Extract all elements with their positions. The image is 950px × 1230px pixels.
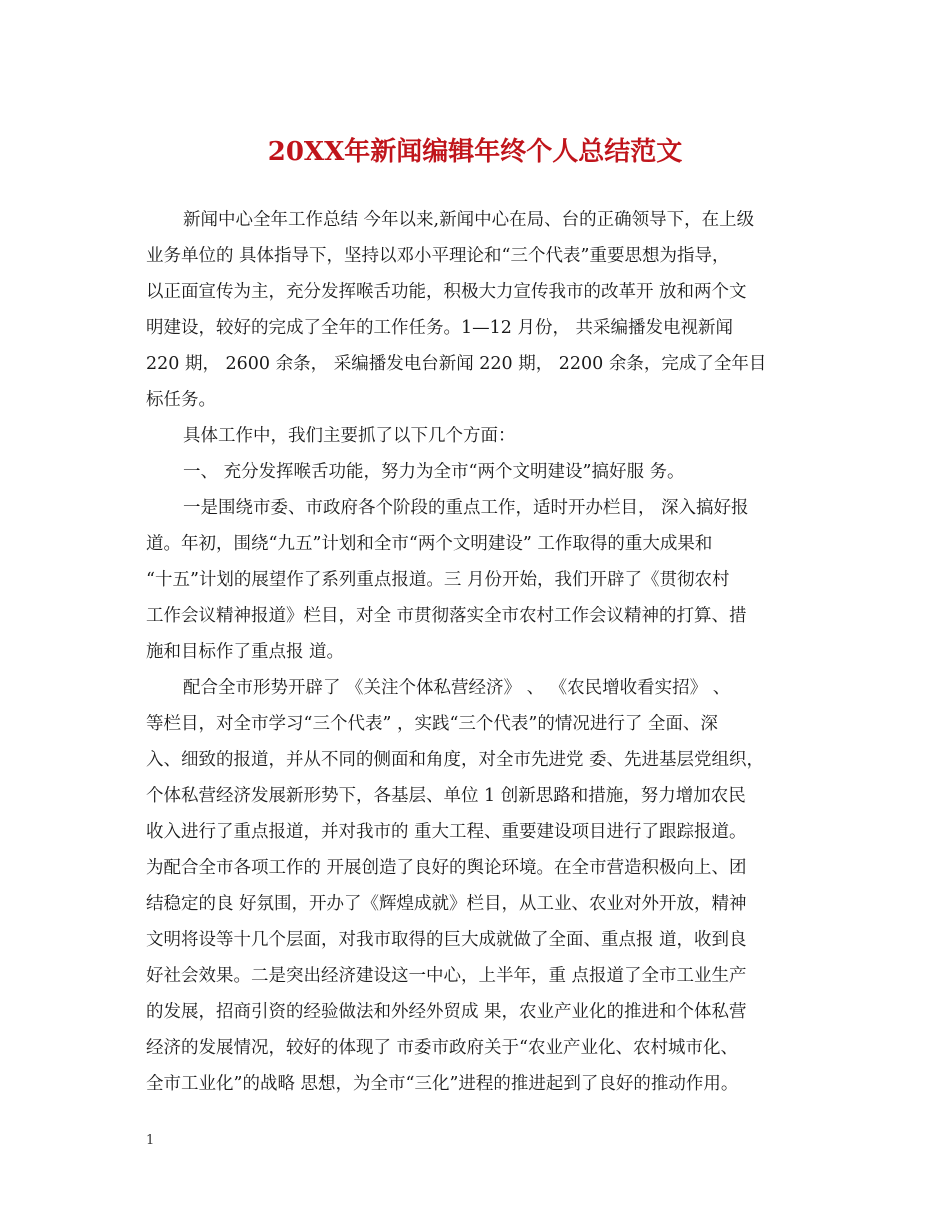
body-line: “十五”计划的展望作了系列重点报道。三 月份开始，我们开辟了《贯彻农村 [146,570,730,590]
body-line: 好社会效果。二是突出经济建设这一中心，上半年，重 点报道了全市工业生产 [146,966,747,986]
body-line: 为配合全市各项工作的 开展创造了良好的舆论环境。在全市营造积极向上、团 [146,858,747,878]
body-line: 工作会议精神报道》栏目，对全 市贯彻落实全市农村工作会议精神的打算、措 [146,606,747,626]
body-line: 配合全市形势开辟了 《关注个体私营经济》 、 《农民增收看实招》 、 [183,678,731,698]
body-line: 明建设，较好的完成了全年的工作任务。1—12 月份， 共采编播发电视新闻 [146,318,734,338]
body-line: 经济的发展情况，较好的体现了 市委市政府关于“农业产业化、农村城市化、 [146,1038,739,1058]
body-line: 个体私营经济发展新形势下，各基层、单位 1 创新思路和措施，努力增加农民 [146,786,746,806]
document-title: 20XX年新闻编辑年终个人总结范文 [267,137,683,167]
body-line: 等栏目，对全市学习“三个代表” ，实践“三个代表”的情况进行了 全面、深 [146,714,718,734]
body-line: 收入进行了重点报道，并对我市的 重大工程、重要建设项目进行了跟踪报道。 [146,822,747,842]
body-line: 具体工作中，我们主要抓了以下几个方面： [183,426,516,446]
body-line: 新闻中心全年工作总结 今年以来,新闻中心在局、台的正确领导下，在上级 [183,210,755,230]
page-number: 1 [146,1133,155,1148]
body-line: 施和目标作了重点报 道。 [146,642,345,662]
body-line: 以正面宣传为主，充分发挥喉舌功能，积极大力宣传我市的改革开 放和两个文 [146,282,747,302]
body-line: 文明将设等十几个层面，对我市取得的巨大成就做了全面、重点报 道，收到良 [146,930,747,950]
body-line: 道。年初，围绕“九五”计划和全市“两个文明建设” 工作取得的重大成果和 [146,534,713,554]
body-line: 结稳定的良 好氛围，开办了《辉煌成就》栏目，从工业、农业对外开放，精神 [146,894,747,914]
body-line: 的发展，招商引资的经验做法和外经外贸成 果，农业产业化的推进和个体私营 [146,1002,747,1022]
body-line: 业务单位的 具体指导下，坚持以邓小平理论和“三个代表”重要思想为指导， [146,246,730,266]
body-line: 220 期， 2600 余条， 采编播发电台新闻 220 期， 2200 余条，完成了全年目 [146,354,767,374]
body-line: 全市工业化”的战略 思想，为全市“三化”进程的推进起到了良好的推动作用。 [146,1074,739,1094]
body-line: 入、细致的报道，并从不同的侧面和角度，对全市先进党 委、先进基层党组织， [146,750,765,770]
body-line: 标任务。 [146,390,216,410]
document-body [146,202,806,1102]
body-line: 一是围绕市委、市政府各个阶段的重点工作，适时开办栏目， 深入搞好报 [183,498,749,518]
body-line: 一、 充分发挥喉舌功能，努力为全市“两个文明建设”搞好服 务。 [183,462,685,482]
